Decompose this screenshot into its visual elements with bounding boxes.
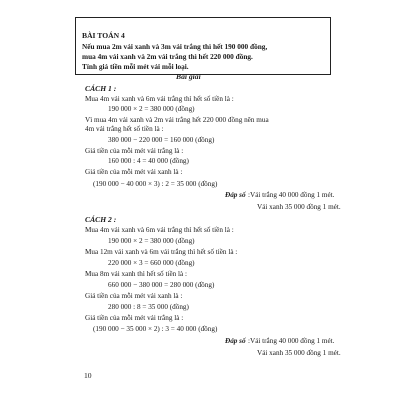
method2-line: Giá tiền của mỗi mét vải xanh là :	[85, 292, 183, 300]
problem-line-2: mua 4m vải xanh và 2m vải trắng thì hết 220 000 đồng.	[82, 52, 253, 61]
method2-answer-line-1: :Vải trắng 40 000 đồng 1 mét.	[248, 337, 335, 345]
method1-line: Giá tiền của mỗi mét vải xanh là :	[85, 168, 183, 176]
method1-line: 380 000 − 220 000 = 160 000 (đồng)	[108, 136, 215, 144]
method1-answer-label: Đáp số	[225, 191, 246, 199]
method2-line: (190 000 − 35 000 × 2) : 3 = 40 000 (đồng)	[93, 325, 218, 333]
problem-line-3: Tính giá tiền mỗi mét vải mỗi loại.	[82, 62, 189, 71]
method2-line: 660 000 − 380 000 = 280 000 (đồng)	[108, 281, 215, 289]
method2-line: 220 000 × 3 = 660 000 (đồng)	[108, 259, 195, 267]
method1-line: Vì mua 4m vải xanh và 2m vải trắng hết 220 000 đồng nên mua	[85, 116, 269, 124]
method1-line: 4m vải trắng hết số tiền là :	[85, 125, 164, 133]
solution-title: Bài giải	[176, 72, 201, 81]
method2-line: Mua 8m vải xanh thì hết số tiền là :	[85, 270, 188, 278]
method2-line: 190 000 × 2 = 380 000 (đồng)	[108, 237, 195, 245]
method2-line: Mua 4m vải xanh và 6m vải trắng thì hết số tiền là :	[85, 226, 234, 234]
method1-line: Giá tiền của mỗi mét vải trắng là :	[85, 147, 184, 155]
method2-line: Mua 12m vải xanh và 6m vải trắng thì hết số tiền là :	[85, 248, 238, 256]
method1-answer-line-2: Vải xanh 35 000 đồng 1 mét.	[257, 203, 341, 211]
method2-answer-label: Đáp số	[225, 337, 246, 345]
page-number: 10	[84, 371, 92, 380]
method1-line: 160 000 : 4 = 40 000 (đồng)	[108, 157, 189, 165]
problem-title: BÀI TOÁN 4	[82, 31, 125, 40]
method2-answer-line-2: Vải xanh 35 000 đồng 1 mét.	[257, 349, 341, 357]
method1-answer-line-1: :Vải trắng 40 000 đồng 1 mét.	[248, 191, 335, 199]
problem-line-1: Nếu mua 2m vải xanh và 3m vải trắng thì hết 190 000 đồng,	[82, 42, 268, 51]
method1-title: CÁCH 1 :	[85, 84, 117, 93]
method1-line: (190 000 − 40 000 × 3) : 2 = 35 000 (đồng)	[93, 180, 218, 188]
method2-line: Giá tiền của mỗi mét vải trắng là :	[85, 314, 184, 322]
method1-line: 190 000 × 2 = 380 000 (đồng)	[108, 105, 195, 113]
method2-title: CÁCH 2 :	[85, 215, 117, 224]
method1-line: Mua 4m vải xanh và 6m vải trắng thì hết số tiền là :	[85, 95, 234, 103]
method2-line: 280 000 : 8 = 35 000 (đồng)	[108, 303, 189, 311]
